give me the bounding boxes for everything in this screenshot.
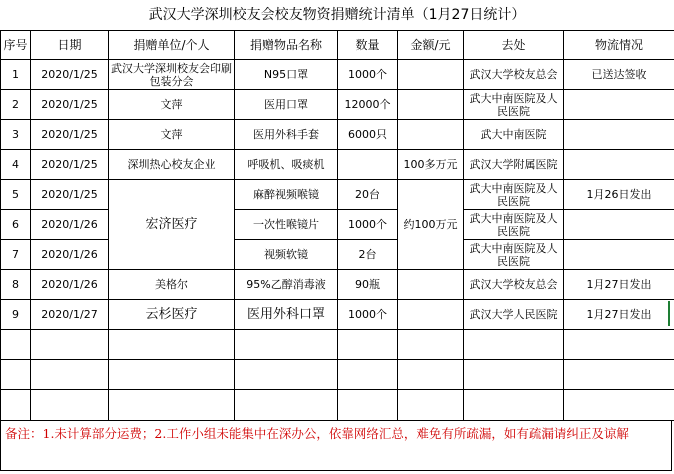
empty-row bbox=[1, 390, 674, 421]
empty-cell[interactable] bbox=[564, 330, 674, 360]
cell-donor[interactable]: 文萍 bbox=[109, 120, 235, 150]
cell-no[interactable]: 5 bbox=[1, 180, 31, 210]
table-row bbox=[1, 210, 674, 240]
cell-dest[interactable]: 武汉大学校友总会 bbox=[464, 60, 564, 90]
cell-date[interactable]: 2020/1/26 bbox=[31, 240, 109, 270]
cell-donor[interactable]: 云杉医疗 bbox=[109, 300, 235, 330]
cell-donor[interactable]: 美格尔 bbox=[109, 270, 235, 300]
cell-logistics[interactable]: 1月27日发出 bbox=[564, 270, 674, 300]
empty-cell[interactable] bbox=[31, 390, 109, 421]
cell-amount[interactable] bbox=[398, 60, 464, 90]
cell-logistics[interactable] bbox=[564, 210, 674, 240]
cell-logistics[interactable]: 已送达签收 bbox=[564, 60, 674, 90]
remark-note[interactable]: 备注：1.未计算部分运费；2.工作小组未能集中在深办公，依靠网络汇总，难免有所疏漏，如有疏漏请纠正及谅解 bbox=[0, 421, 672, 471]
empty-cell[interactable] bbox=[1, 360, 31, 390]
empty-cell[interactable] bbox=[464, 330, 564, 360]
cell-qty[interactable]: 90瓶 bbox=[338, 270, 398, 300]
cell-no[interactable]: 1 bbox=[1, 60, 31, 90]
header-cell-item[interactable]: 捐赠物品名称 bbox=[235, 31, 338, 60]
table-row bbox=[1, 270, 674, 300]
cell-qty[interactable]: 6000只 bbox=[338, 120, 398, 150]
cell-no[interactable]: 9 bbox=[1, 300, 31, 330]
empty-cell[interactable] bbox=[109, 360, 235, 390]
header-row bbox=[1, 31, 674, 60]
table-row bbox=[1, 60, 674, 90]
cell-dest[interactable]: 武大中南医院及人民医院 bbox=[464, 180, 564, 210]
table-row bbox=[1, 240, 674, 270]
cell-dest[interactable]: 武大中南医院 bbox=[464, 120, 564, 150]
cell-no[interactable]: 7 bbox=[1, 240, 31, 270]
cell-amount[interactable] bbox=[398, 300, 464, 330]
cell-donor[interactable]: 武汉大学深圳校友会印刷包装分会 bbox=[109, 60, 235, 90]
cell-qty[interactable]: 1000个 bbox=[338, 300, 398, 330]
empty-cell[interactable] bbox=[338, 390, 398, 421]
selected-cell-indicator bbox=[668, 301, 674, 326]
cell-dest[interactable]: 武大中南医院及人民医院 bbox=[464, 90, 564, 120]
cell-dest[interactable]: 武汉大学人民医院 bbox=[464, 300, 564, 330]
empty-cell[interactable] bbox=[564, 390, 674, 421]
cell-no[interactable]: 2 bbox=[1, 90, 31, 120]
table-row bbox=[1, 300, 674, 330]
header-cell-no[interactable]: 序号 bbox=[1, 31, 31, 60]
cell-amount[interactable] bbox=[398, 90, 464, 120]
cell-amount[interactable]: 100多万元 bbox=[398, 150, 464, 180]
cell-date[interactable]: 2020/1/25 bbox=[31, 120, 109, 150]
cell-logistics[interactable] bbox=[564, 90, 674, 120]
empty-cell[interactable] bbox=[31, 330, 109, 360]
cell-no[interactable]: 4 bbox=[1, 150, 31, 180]
cell-qty[interactable]: 1000个 bbox=[338, 60, 398, 90]
empty-cell[interactable] bbox=[464, 360, 564, 390]
empty-cell[interactable] bbox=[31, 360, 109, 390]
cell-date[interactable]: 2020/1/25 bbox=[31, 60, 109, 90]
header-cell-dest[interactable]: 去处 bbox=[464, 31, 564, 60]
cell-date[interactable]: 2020/1/25 bbox=[31, 90, 109, 120]
cell-no[interactable]: 6 bbox=[1, 210, 31, 240]
empty-cell[interactable] bbox=[338, 360, 398, 390]
cell-item[interactable]: 麻醉视频喉镜 bbox=[235, 180, 338, 210]
cell-donor[interactable]: 深圳热心校友企业 bbox=[109, 150, 235, 180]
cell-logistics[interactable] bbox=[564, 120, 674, 150]
empty-cell[interactable] bbox=[109, 390, 235, 421]
table-row bbox=[1, 180, 674, 210]
cell-donor-merged[interactable]: 宏济医疗 bbox=[109, 180, 235, 270]
empty-cell[interactable] bbox=[109, 330, 235, 360]
table-row bbox=[1, 120, 674, 150]
cell-no[interactable]: 8 bbox=[1, 270, 31, 300]
empty-cell[interactable] bbox=[1, 390, 31, 421]
empty-cell[interactable] bbox=[235, 360, 338, 390]
empty-row bbox=[1, 330, 674, 360]
header-cell-amount[interactable]: 金额/元 bbox=[398, 31, 464, 60]
empty-cell[interactable] bbox=[398, 360, 464, 390]
cell-item[interactable]: N95口罩 bbox=[235, 60, 338, 90]
table-row bbox=[1, 90, 674, 120]
cell-qty[interactable]: 20台 bbox=[338, 180, 398, 210]
cell-qty[interactable]: 1000个 bbox=[338, 210, 398, 240]
cell-date[interactable]: 2020/1/26 bbox=[31, 270, 109, 300]
cell-item[interactable]: 呼吸机、吸痰机 bbox=[235, 150, 338, 180]
empty-cell[interactable] bbox=[398, 390, 464, 421]
header-cell-donor[interactable]: 捐赠单位/个人 bbox=[109, 31, 235, 60]
cell-logistics[interactable]: 1月27日发出 bbox=[564, 300, 674, 330]
cell-item[interactable]: 医用口罩 bbox=[235, 90, 338, 120]
empty-cell[interactable] bbox=[338, 330, 398, 360]
cell-amount[interactable] bbox=[398, 120, 464, 150]
cell-dest[interactable]: 武大中南医院及人民医院 bbox=[464, 240, 564, 270]
cell-date[interactable]: 2020/1/25 bbox=[31, 180, 109, 210]
cell-qty[interactable] bbox=[338, 150, 398, 180]
cell-qty[interactable]: 2台 bbox=[338, 240, 398, 270]
header-cell-qty[interactable]: 数量 bbox=[338, 31, 398, 60]
empty-row bbox=[1, 360, 674, 390]
cell-date[interactable]: 2020/1/26 bbox=[31, 210, 109, 240]
cell-dest[interactable]: 武大中南医院及人民医院 bbox=[464, 210, 564, 240]
cell-item[interactable]: 医用外科口罩 bbox=[235, 300, 338, 330]
cell-amount-merged[interactable]: 约100万元 bbox=[398, 180, 464, 270]
cell-dest[interactable]: 武汉大学附属医院 bbox=[464, 150, 564, 180]
cell-date[interactable]: 2020/1/27 bbox=[31, 300, 109, 330]
donation-table bbox=[0, 30, 674, 421]
cell-logistics[interactable]: 1月26日发出 bbox=[564, 180, 674, 210]
cell-date[interactable]: 2020/1/25 bbox=[31, 150, 109, 180]
empty-cell[interactable] bbox=[464, 390, 564, 421]
empty-cell[interactable] bbox=[398, 330, 464, 360]
empty-cell[interactable] bbox=[1, 330, 31, 360]
header-cell-date[interactable]: 日期 bbox=[31, 31, 109, 60]
empty-cell[interactable] bbox=[235, 330, 338, 360]
cell-logistics[interactable] bbox=[564, 240, 674, 270]
cell-logistics[interactable] bbox=[564, 150, 674, 180]
cell-item[interactable]: 一次性喉镜片 bbox=[235, 210, 338, 240]
sheet-title: 武汉大学深圳校友会校友物资捐赠统计清单（1月27日统计） bbox=[148, 7, 526, 23]
cell-amount[interactable] bbox=[398, 270, 464, 300]
cell-item[interactable]: 视频软镜 bbox=[235, 240, 338, 270]
cell-item[interactable]: 95%乙醇消毒液 bbox=[235, 270, 338, 300]
cell-no[interactable]: 3 bbox=[1, 120, 31, 150]
cell-dest[interactable]: 武汉大学校友总会 bbox=[464, 270, 564, 300]
empty-cell[interactable] bbox=[235, 390, 338, 421]
table-row bbox=[1, 150, 674, 180]
cell-donor[interactable]: 文萍 bbox=[109, 90, 235, 120]
cell-item[interactable]: 医用外科手套 bbox=[235, 120, 338, 150]
empty-cell[interactable] bbox=[564, 360, 674, 390]
cell-qty[interactable]: 12000个 bbox=[338, 90, 398, 120]
header-cell-logistics[interactable]: 物流情况 bbox=[564, 31, 674, 60]
